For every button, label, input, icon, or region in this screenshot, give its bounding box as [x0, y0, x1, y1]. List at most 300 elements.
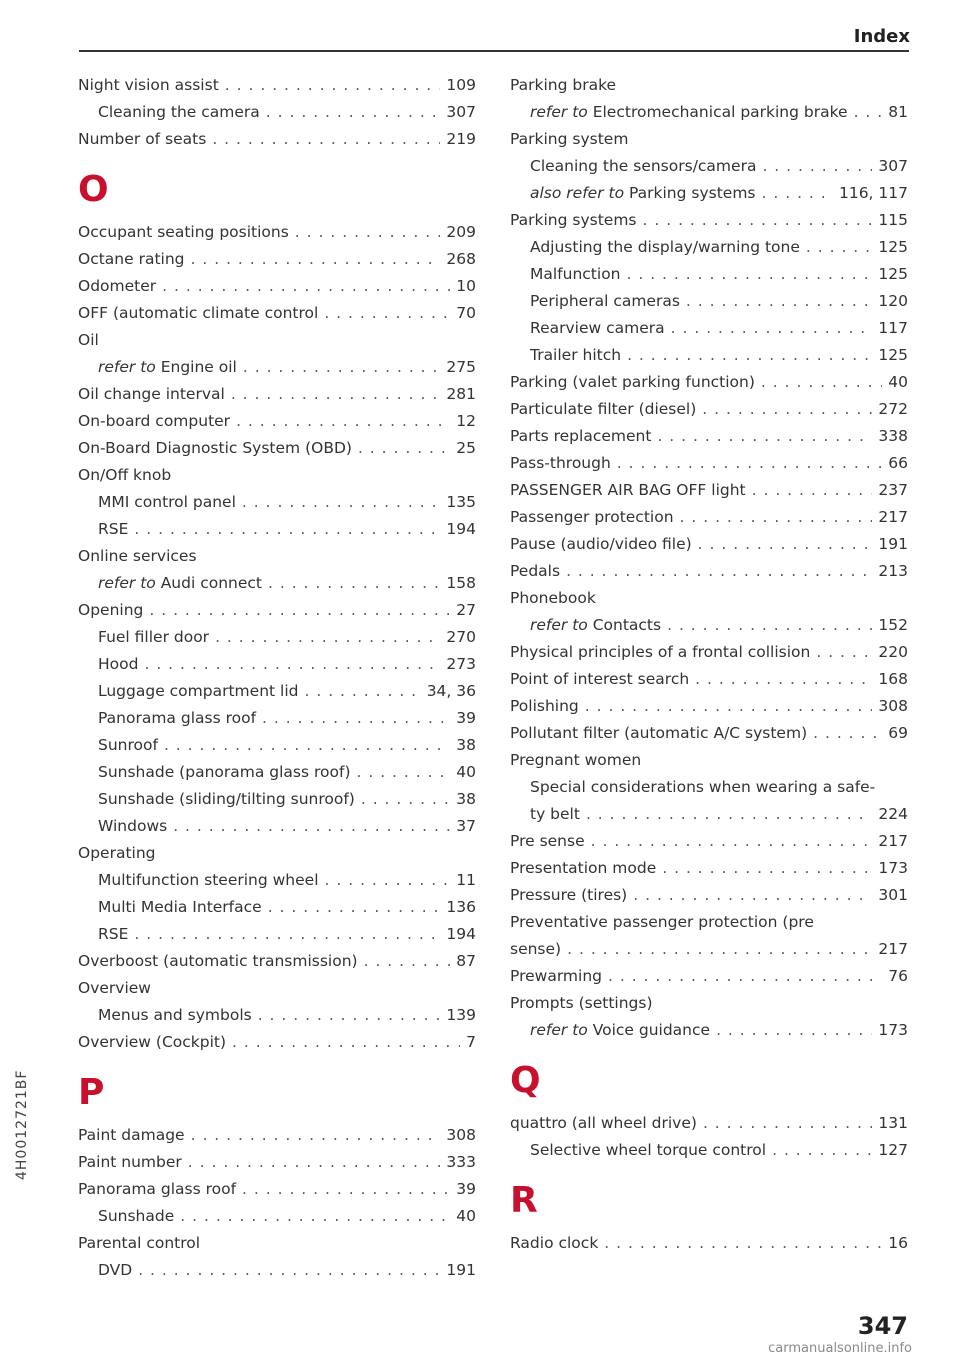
index-entry	[78, 1149, 476, 1176]
index-entry-label	[78, 1149, 182, 1176]
index-entry-page: 37	[456, 817, 476, 835]
index-entry	[78, 1257, 476, 1284]
leader-dots	[262, 705, 450, 732]
index-entry-label	[78, 543, 197, 570]
index-entry-text: Adjusting the display/warning tone	[530, 238, 800, 256]
index-entry	[78, 1230, 476, 1257]
index-entry	[510, 774, 908, 801]
leader-dots	[604, 1230, 882, 1257]
index-entry	[78, 1029, 476, 1056]
index-entry-label	[510, 369, 755, 396]
index-entry	[510, 801, 908, 828]
index-entry	[78, 948, 476, 975]
leader-dots	[702, 396, 872, 423]
index-entry	[78, 678, 476, 705]
index-entry-text: Night vision assist	[78, 76, 219, 94]
index-entry-text: Oil change interval	[78, 385, 225, 403]
index-entry	[78, 246, 476, 273]
index-entry-page: 25	[456, 439, 476, 457]
index-entry-label	[510, 639, 810, 666]
index-entry-text: Prewarming	[510, 967, 602, 985]
leader-dots	[295, 219, 441, 246]
index-entry	[78, 1122, 476, 1149]
index-entry	[78, 1203, 476, 1230]
leader-dots	[657, 423, 872, 450]
index-entry-text: Octane rating	[78, 250, 185, 268]
index-entry-page: 152	[878, 616, 908, 634]
index-entry-label	[78, 72, 219, 99]
leader-dots	[138, 1257, 440, 1284]
index-entry-label	[510, 558, 560, 585]
index-entry	[78, 300, 476, 327]
index-entry-page: 275	[446, 358, 476, 376]
index-entry	[78, 462, 476, 489]
index-entry	[78, 759, 476, 786]
index-entry-text: Contacts	[592, 616, 662, 634]
index-entry	[78, 732, 476, 759]
index-entry-page: 70	[456, 304, 476, 322]
leader-dots	[695, 666, 872, 693]
index-entry-label	[78, 246, 185, 273]
index-entry-page: 217	[878, 832, 908, 850]
index-entry-label	[78, 1230, 200, 1257]
index-entry	[510, 396, 908, 423]
index-entry-label	[530, 774, 875, 801]
index-entry-label	[78, 408, 230, 435]
index-entry-text: Overview (Cockpit)	[78, 1033, 227, 1051]
index-entry-page: 168	[878, 670, 908, 688]
index-entry-label	[98, 813, 167, 840]
index-entry-text: quattro (all wheel drive)	[510, 1114, 697, 1132]
index-entry-page: 219	[446, 130, 476, 148]
index-entry	[510, 612, 908, 639]
index-entry-page: 338	[878, 427, 908, 445]
leader-dots	[566, 558, 872, 585]
leader-dots	[144, 651, 440, 678]
index-entry-page: 139	[446, 1006, 476, 1024]
leader-dots	[358, 435, 450, 462]
index-entry	[78, 921, 476, 948]
index-entry	[78, 354, 476, 381]
index-entry	[78, 570, 476, 597]
index-entry-text: Multifunction steering wheel	[98, 871, 319, 889]
leader-dots	[232, 1029, 460, 1056]
index-entry	[78, 72, 476, 99]
header-rule	[79, 50, 909, 52]
index-entry-text: Special considerations when wearing a safe-	[530, 778, 876, 796]
leader-dots	[698, 531, 873, 558]
index-entry-label	[530, 1017, 710, 1044]
index-entry-label	[530, 612, 661, 639]
index-entry-label	[78, 1122, 185, 1149]
index-entry	[78, 1002, 476, 1029]
index-entry	[510, 882, 908, 909]
index-entry-page: 66	[888, 454, 908, 472]
leader-dots	[357, 759, 451, 786]
leader-dots	[627, 261, 873, 288]
index-entry-text: Engine oil	[160, 358, 237, 376]
index-entry-text: Pregnant women	[510, 751, 642, 769]
index-entry	[78, 813, 476, 840]
index-entry-page: 173	[878, 859, 908, 877]
index-entry-label	[98, 1203, 174, 1230]
index-entry	[78, 597, 476, 624]
leader-dots	[667, 612, 872, 639]
index-entry-text: Particulate filter (diesel)	[510, 400, 697, 418]
cross-reference-prefix: refer to	[530, 616, 588, 634]
index-entry	[510, 666, 908, 693]
index-entry	[78, 273, 476, 300]
index-entry-page: 191	[446, 1261, 476, 1279]
index-entry-text: On-Board Diagnostic System (OBD)	[78, 439, 352, 457]
index-entry-page: 127	[878, 1141, 908, 1159]
index-entry-label	[510, 477, 746, 504]
leader-dots	[586, 801, 872, 828]
index-entry-text: Parking systems	[629, 184, 756, 202]
index-entry-label	[98, 732, 158, 759]
index-entry	[510, 315, 908, 342]
index-entry-page: 38	[456, 736, 476, 754]
index-entry-text: Odometer	[78, 277, 157, 295]
index-entry-label	[78, 597, 143, 624]
leader-dots	[662, 855, 872, 882]
index-entry-text: Online services	[78, 547, 197, 565]
index-entry-page: 131	[878, 1114, 908, 1132]
index-entry-text: Rearview camera	[530, 319, 665, 337]
index-entry	[510, 855, 908, 882]
index-entry-page: 40	[456, 1207, 476, 1225]
leader-dots	[134, 516, 440, 543]
index-entry-label	[98, 1002, 252, 1029]
index-entry-page: 87	[456, 952, 476, 970]
index-entry-label	[530, 1137, 766, 1164]
index-entry-label	[510, 450, 611, 477]
index-entry	[78, 543, 476, 570]
index-entry	[78, 408, 476, 435]
index-entry	[78, 99, 476, 126]
index-entry	[78, 126, 476, 153]
index-column-right	[510, 72, 908, 1257]
index-entry	[510, 342, 908, 369]
index-entry	[510, 828, 908, 855]
cross-reference-prefix: refer to	[530, 1021, 588, 1039]
leader-dots	[149, 597, 450, 624]
index-entry-label	[78, 381, 225, 408]
leader-dots	[191, 246, 441, 273]
index-entry-label	[510, 963, 602, 990]
index-entry-page: 213	[878, 562, 908, 580]
index-entry-label	[78, 462, 171, 489]
leader-dots	[703, 1110, 872, 1137]
index-entry-label	[510, 531, 692, 558]
index-entry	[78, 219, 476, 246]
index-entry-text: Menus and symbols	[98, 1006, 252, 1024]
leader-dots	[854, 99, 883, 126]
leader-dots	[716, 1017, 872, 1044]
index-entry-text: Phonebook	[510, 589, 596, 607]
index-entry-text: Cleaning the sensors/camera	[530, 157, 757, 175]
leader-dots	[188, 1149, 441, 1176]
index-entry-text: Parking brake	[510, 76, 617, 94]
section-letter-heading: Q	[510, 1060, 541, 1101]
leader-dots	[627, 342, 872, 369]
leader-dots	[191, 1122, 441, 1149]
index-entry-text: Pause (audio/video file)	[510, 535, 692, 553]
index-entry-text: Sunroof	[98, 736, 158, 754]
index-entry-label	[530, 261, 621, 288]
index-entry-label	[530, 234, 800, 261]
index-entry	[510, 234, 908, 261]
index-entry	[78, 867, 476, 894]
index-entry-page: 136	[446, 898, 476, 916]
index-entry-text: Presentation mode	[510, 859, 657, 877]
index-entry-text: Passenger protection	[510, 508, 674, 526]
index-entry-page: 191	[878, 535, 908, 553]
index-entry-label	[530, 288, 680, 315]
index-entry-page: 125	[878, 265, 908, 283]
index-entry-label	[510, 909, 814, 936]
index-entry-page: 38	[456, 790, 476, 808]
index-entry	[78, 651, 476, 678]
index-entry-page: 217	[878, 508, 908, 526]
index-entry-page: 224	[878, 805, 908, 823]
leader-dots	[225, 72, 441, 99]
index-entry-text: Preventative passenger protection (pre	[510, 913, 814, 931]
index-entry	[510, 747, 908, 774]
index-column-left	[78, 72, 476, 1284]
index-entry-text: Overview	[78, 979, 151, 997]
index-entry-text: Paint number	[78, 1153, 182, 1171]
index-entry	[510, 558, 908, 585]
index-entry-page: 109	[446, 76, 476, 94]
leader-dots	[567, 936, 872, 963]
index-entry-text: Pass-through	[510, 454, 611, 472]
index-entry	[510, 531, 908, 558]
leader-dots	[806, 234, 873, 261]
leader-dots	[242, 489, 441, 516]
index-entry-text: RSE	[98, 520, 129, 538]
index-entry-label	[98, 894, 262, 921]
index-entry-text: Parking system	[510, 130, 629, 148]
index-entry-label	[78, 1029, 226, 1056]
leader-dots	[813, 720, 882, 747]
index-entry-text: RSE	[98, 925, 129, 943]
leader-dots	[772, 1137, 872, 1164]
index-entry-page: 27	[456, 601, 476, 619]
index-entry	[510, 639, 908, 666]
index-entry-page: 237	[878, 481, 908, 499]
leader-dots	[671, 315, 873, 342]
index-entry-page: 273	[446, 655, 476, 673]
index-entry-text: Parental control	[78, 1234, 201, 1252]
index-entry	[510, 477, 908, 504]
index-entry-page: 81	[888, 103, 908, 121]
index-entry-label	[98, 489, 236, 516]
index-entry	[510, 1230, 908, 1257]
index-entry-text: Opening	[78, 601, 144, 619]
index-entry-text: On-board computer	[78, 412, 231, 430]
leader-dots	[617, 450, 882, 477]
index-entry	[78, 840, 476, 867]
leader-dots	[268, 894, 441, 921]
index-entry	[510, 423, 908, 450]
index-entry-label	[510, 936, 561, 963]
index-entry-label	[78, 840, 156, 867]
leader-dots	[762, 153, 872, 180]
index-entry-page: 40	[456, 763, 476, 781]
index-entry-text: Malfunction	[530, 265, 621, 283]
index-entry	[78, 624, 476, 651]
leader-dots	[761, 369, 882, 396]
index-entry-label	[78, 435, 352, 462]
index-entry	[510, 261, 908, 288]
index-entry-label	[78, 300, 318, 327]
index-entry-page: 39	[456, 1180, 476, 1198]
index-entry-text: Parking systems	[510, 211, 637, 229]
leader-dots	[816, 639, 872, 666]
index-entry-text: Electromechanical parking brake	[592, 103, 848, 121]
index-entry-label	[530, 342, 621, 369]
index-entry-page: 270	[446, 628, 476, 646]
index-entry-label	[78, 327, 99, 354]
index-entry-label	[98, 651, 138, 678]
leader-dots	[325, 867, 451, 894]
index-entry-page: 217	[878, 940, 908, 958]
index-entry-label	[510, 747, 641, 774]
index-entry-label	[78, 219, 289, 246]
index-entry-text: Occupant seating positions	[78, 223, 289, 241]
index-entry-text: Number of seats	[78, 130, 207, 148]
leader-dots	[212, 126, 440, 153]
index-entry	[510, 126, 908, 153]
index-entry-text: Oil	[78, 331, 99, 349]
index-entry-text: Fuel filler door	[98, 628, 210, 646]
index-entry-page: 117	[878, 319, 908, 337]
leader-dots	[752, 477, 873, 504]
index-entry	[78, 489, 476, 516]
index-entry-page: 194	[446, 520, 476, 538]
index-entry-page: 220	[878, 643, 908, 661]
leader-dots	[215, 624, 440, 651]
leader-dots	[236, 408, 450, 435]
index-entry-page: 40	[888, 373, 908, 391]
index-entry-page: 308	[446, 1126, 476, 1144]
index-entry-page: 173	[878, 1021, 908, 1039]
index-entry	[78, 975, 476, 1002]
index-entry-label	[510, 828, 585, 855]
cross-reference-prefix: also refer to	[530, 184, 625, 202]
index-entry	[510, 1137, 908, 1164]
index-entry-text: Radio clock	[510, 1234, 599, 1252]
index-entry-page: 333	[446, 1153, 476, 1171]
index-entry-text: Parts replacement	[510, 427, 652, 445]
document-code: 4H0012721BF	[14, 1069, 30, 1180]
index-entry-page: 301	[878, 886, 908, 904]
index-entry-text: Hood	[98, 655, 139, 673]
index-entry-label	[510, 882, 627, 909]
index-entry-page: 268	[446, 250, 476, 268]
index-entry-text: Audi connect	[160, 574, 262, 592]
index-entry	[510, 99, 908, 126]
index-entry-page: 115	[878, 211, 908, 229]
index-entry-text: Pollutant filter (automatic A/C system)	[510, 724, 808, 742]
leader-dots	[633, 882, 872, 909]
index-entry-text: Luggage compartment lid	[98, 682, 299, 700]
index-entry-page: 307	[878, 157, 908, 175]
index-entry-label	[98, 624, 209, 651]
section-letter-heading: P	[78, 1072, 105, 1113]
index-entry	[510, 693, 908, 720]
index-entry-text: Sunshade	[98, 1207, 175, 1225]
index-entry	[510, 180, 908, 207]
index-entry-label	[510, 396, 696, 423]
index-entry-label	[530, 315, 665, 342]
index-entry-text: Polishing	[510, 697, 579, 715]
index-entry-page: 135	[446, 493, 476, 511]
index-entry	[78, 705, 476, 732]
index-entry-page: 158	[446, 574, 476, 592]
index-entry-text: Cleaning the camera	[98, 103, 260, 121]
index-entry	[510, 1110, 908, 1137]
leader-dots	[243, 354, 441, 381]
leader-dots	[304, 678, 420, 705]
leader-dots	[268, 570, 440, 597]
index-entry	[510, 990, 908, 1017]
leader-dots	[361, 786, 450, 813]
leader-dots	[591, 828, 873, 855]
index-entry-label	[78, 1176, 236, 1203]
index-entry-page: 76	[888, 967, 908, 985]
index-entry-label	[530, 153, 756, 180]
index-entry-page: 16	[888, 1234, 908, 1252]
index-entry-page: 125	[878, 238, 908, 256]
leader-dots	[680, 504, 873, 531]
index-entry-page: 125	[878, 346, 908, 364]
index-entry-text: sense)	[510, 940, 562, 958]
index-entry-text: Peripheral cameras	[530, 292, 680, 310]
leader-dots	[242, 1176, 450, 1203]
leader-dots	[364, 948, 451, 975]
cross-reference-prefix: refer to	[98, 574, 156, 592]
index-entry-label	[98, 921, 128, 948]
index-entry-label	[530, 801, 580, 828]
index-entry-label	[98, 867, 319, 894]
index-entry-label	[510, 126, 628, 153]
index-entry-label	[510, 1230, 598, 1257]
index-entry-page: 34, 36	[426, 682, 476, 700]
index-entry-label	[78, 975, 151, 1002]
index-entry	[78, 1176, 476, 1203]
leader-dots	[162, 273, 450, 300]
index-entry-label	[530, 99, 848, 126]
index-entry-label	[98, 759, 351, 786]
index-entry-text: Trailer hitch	[530, 346, 622, 364]
index-entry	[510, 207, 908, 234]
leader-dots	[258, 1002, 441, 1029]
index-entry	[510, 288, 908, 315]
index-entry-label	[510, 207, 637, 234]
index-entry-text: Multi Media Interface	[98, 898, 262, 916]
index-entry-text: Prompts (settings)	[510, 994, 653, 1012]
index-entry-text: Pressure (tires)	[510, 886, 628, 904]
index-entry-text: Panorama glass roof	[78, 1180, 237, 1198]
index-entry-page: 194	[446, 925, 476, 943]
index-entry-page: 120	[878, 292, 908, 310]
index-entry-text: Voice guidance	[592, 1021, 711, 1039]
index-entry	[510, 450, 908, 477]
index-entry-label	[98, 99, 260, 126]
index-entry	[78, 894, 476, 921]
